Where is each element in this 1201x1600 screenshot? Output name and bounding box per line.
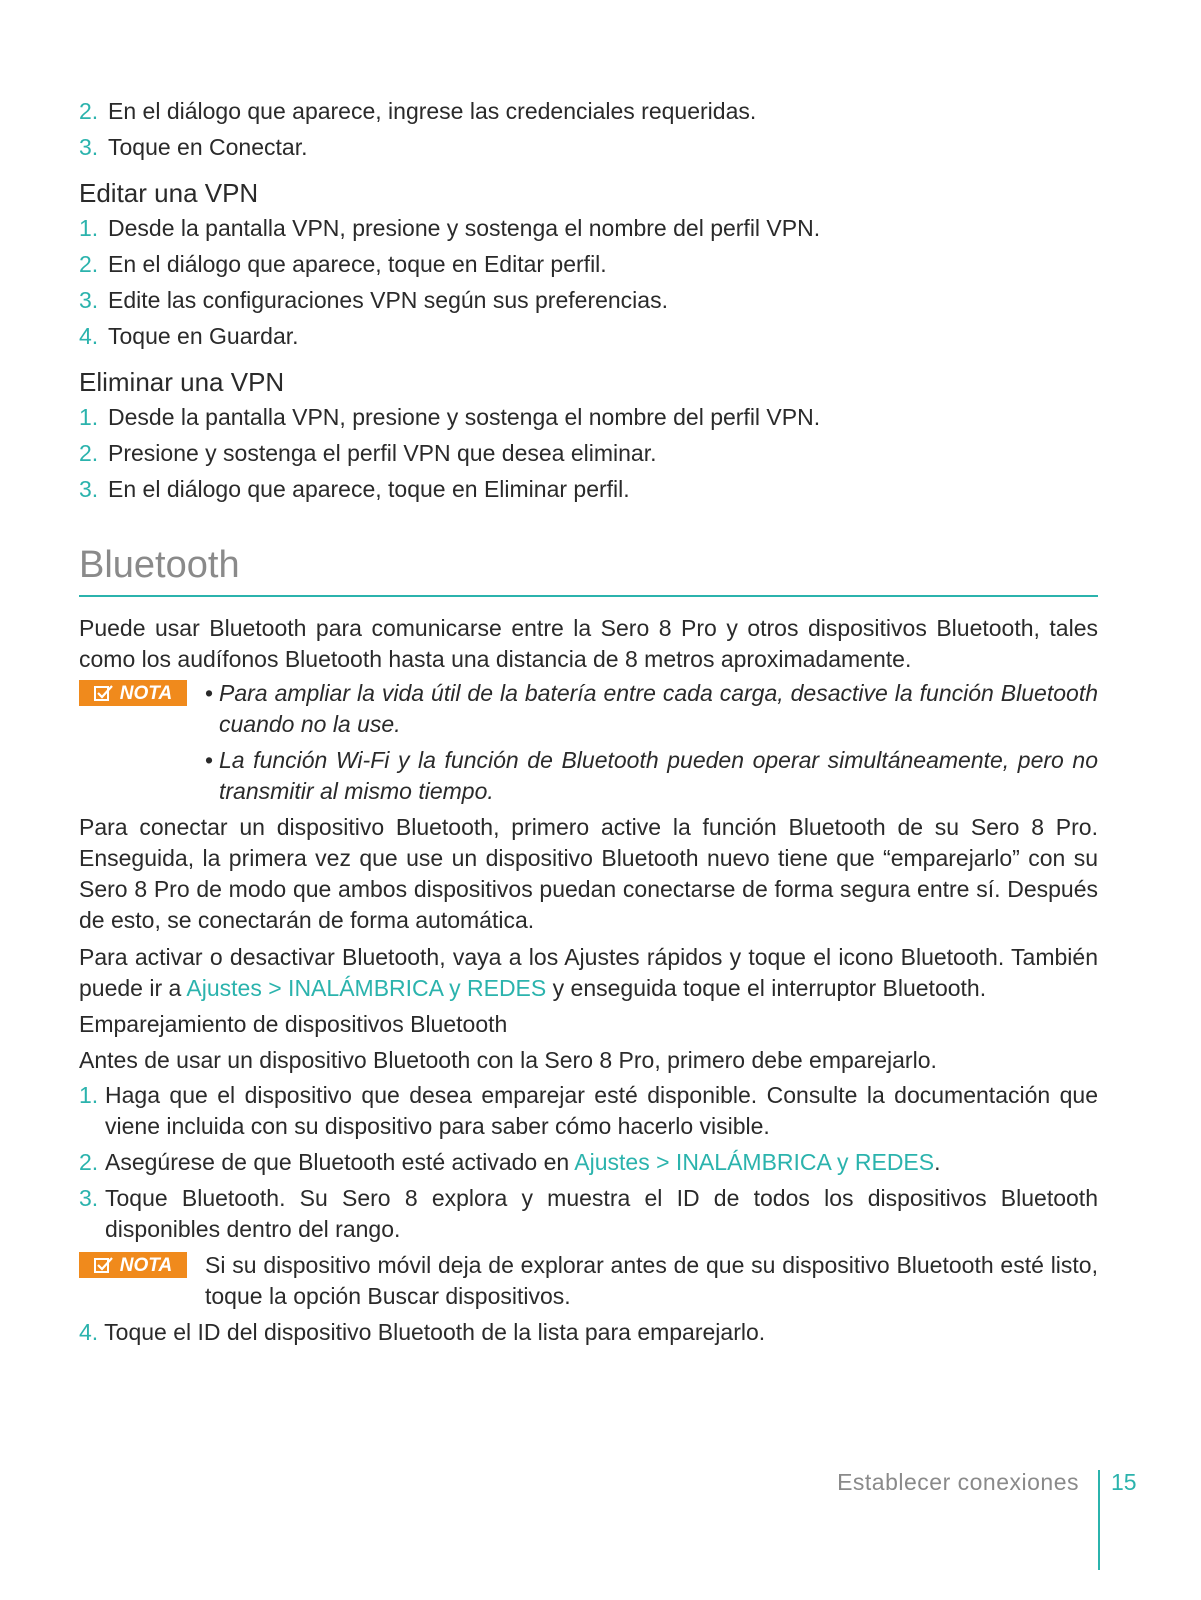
- list-item: 1. Haga que el dispositivo que desea emparejar esté disponible. Consulte la documentación que viene incluida con su dispositivo para saber cómo hacerlo visible.: [79, 1082, 1098, 1139]
- pairing-heading: Emparejamiento de dispositivos Bluetooth: [79, 1011, 508, 1037]
- pairing-intro: Antes de usar un dispositivo Bluetooth con la Sero 8 Pro, primero debe emparejarlo.: [79, 1047, 937, 1073]
- bluetooth-section-title: Bluetooth: [79, 543, 1098, 597]
- page-number: 15: [1111, 1469, 1137, 1495]
- list-item: 3. Toque en Conectar.: [79, 134, 308, 160]
- note-badge: NOTA: [79, 680, 187, 706]
- list-item: 3. En el diálogo que aparece, toque en Eliminar perfil.: [79, 476, 630, 502]
- note-scan: [79, 1250, 1098, 1312]
- list-item: 1. Desde la pantalla VPN, presione y sostenga el nombre del perfil VPN.: [79, 404, 821, 430]
- note-body: Si su dispositivo móvil deja de explorar antes de que su dispositivo Bluetooth esté listo, toque la opción Buscar dispositivos.: [205, 1252, 1098, 1309]
- list-item: 3. Toque Bluetooth. Su Sero 8 explora y muestra el ID de todos los dispositivos Bluetooth disponibles dentro del rango.: [79, 1185, 1098, 1242]
- note-body: [205, 678, 1098, 812]
- list-item: 2. Presione y sostenga el perfil VPN que desea eliminar.: [79, 440, 657, 466]
- note-badge: NOTA: [79, 1252, 187, 1278]
- bluetooth-connect-paragraph: Para conectar un dispositivo Bluetooth, primero active la función Bluetooth de su Sero 8 Pro. Enseguida, la primera vez que use un dispositivo Bluetooth nuevo tiene que “emparejarlo” con su Sero 8 Pro de modo que ambos dispositivos puedan conectarse de forma segura entre sí. Después de esto, se conectarán de forma automática.: [79, 814, 1098, 933]
- pairing-steps-continued: [79, 1317, 1098, 1348]
- list-item: 4. Toque el ID del dispositivo Bluetooth de la lista para emparejarlo.: [79, 1319, 766, 1345]
- pairing-steps: [79, 1080, 1098, 1245]
- vpn-connect-steps: [79, 96, 1098, 163]
- list-item: 2. En el diálogo que aparece, ingrese las credenciales requeridas.: [79, 98, 757, 124]
- list-item: 2. Asegúrese de que Bluetooth esté activado en Ajustes > INALÁMBRICA y REDES.: [79, 1149, 941, 1175]
- bluetooth-intro: Puede usar Bluetooth para comunicarse entre la Sero 8 Pro y otros dispositivos Bluetooth, tales como los audífonos Bluetooth hasta una distancia de 8 metros aproximadamente.: [79, 615, 1098, 672]
- delete-vpn-heading: Eliminar una VPN: [79, 367, 285, 397]
- list-item: 1. Desde la pantalla VPN, presione y sostenga el nombre del perfil VPN.: [79, 215, 821, 241]
- note-item: • La función Wi-Fi y la función de Bluetooth pueden operar simultáneamente, pero no transmitir al mismo tiempo.: [205, 747, 1098, 804]
- footer-section-label: Establecer conexiones: [837, 1469, 1079, 1495]
- settings-path-link[interactable]: Ajustes > INALÁMBRICA y REDES: [574, 1149, 935, 1175]
- edit-vpn-heading: Editar una VPN: [79, 178, 259, 208]
- footer-divider: [1098, 1470, 1100, 1570]
- list-item: 3. Edite las configuraciones VPN según sus preferencias.: [79, 287, 668, 313]
- page-content: [79, 96, 1098, 1353]
- check-box-icon: [94, 1256, 114, 1274]
- note-item: • Para ampliar la vida útil de la batería entre cada carga, desactive la función Bluetooth cuando no la use.: [205, 680, 1098, 737]
- check-box-icon: [94, 684, 114, 702]
- bluetooth-activate-paragraph: Para activar o desactivar Bluetooth, vaya a los Ajustes rápidos y toque el icono Bluetooth. También puede ir a Ajustes > INALÁMBRICA y REDES y enseguida toque el interruptor Bluetooth.: [79, 944, 1098, 1001]
- settings-path-link[interactable]: Ajustes > INALÁMBRICA y REDES: [186, 975, 547, 1001]
- note-battery: [79, 678, 1098, 812]
- edit-vpn-steps: [79, 213, 1098, 352]
- delete-vpn-steps: [79, 402, 1098, 505]
- list-item: 4. Toque en Guardar.: [79, 323, 299, 349]
- list-item: 2. En el diálogo que aparece, toque en Editar perfil.: [79, 251, 607, 277]
